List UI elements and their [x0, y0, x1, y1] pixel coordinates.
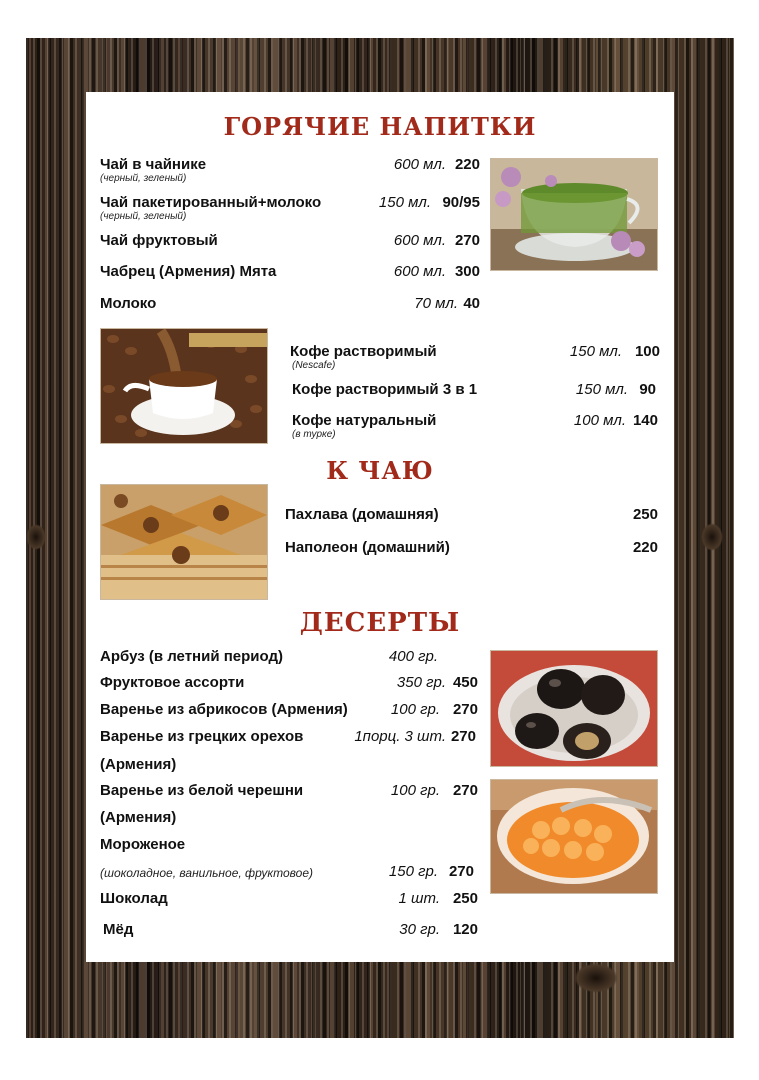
- item-price: 140: [632, 412, 658, 429]
- item-volume: 30 гр.: [399, 921, 440, 938]
- item-volume: 600 мл.: [393, 156, 446, 173]
- item-price: 270: [452, 701, 478, 718]
- item-name: Кофе натуральный: [292, 412, 437, 429]
- item-volume: 1порц. 3 шт.: [354, 728, 446, 745]
- item-name: Чай пакетированный+молоко: [100, 194, 322, 211]
- cherry-jam-photo: [490, 779, 658, 894]
- section-title-to-tea: К ЧАЮ: [326, 456, 434, 485]
- item-price: 300: [454, 263, 480, 280]
- item-note: (черный, зеленый): [100, 173, 187, 184]
- item-name-continued: (Армения): [100, 809, 177, 826]
- item-name: Кофе растворимый: [290, 343, 437, 360]
- item-price: 220: [454, 156, 480, 173]
- item-name: Мороженое: [100, 836, 186, 853]
- item-note: (Nescafe): [292, 360, 336, 371]
- item-volume: 100 мл.: [573, 412, 626, 429]
- item-price: 270: [448, 863, 474, 880]
- item-name: Пахлава (домашняя): [285, 506, 439, 523]
- item-note: (в турке): [292, 429, 336, 440]
- item-volume: 100 гр.: [390, 701, 440, 718]
- item-name: Варенье из грецких орехов: [100, 728, 304, 745]
- wood-knot: [26, 524, 46, 550]
- item-volume: 70 мл.: [414, 295, 458, 312]
- wood-knot: [701, 523, 723, 551]
- item-note: (шоколадное, ванильное, фруктовое): [100, 866, 314, 880]
- item-volume: 600 мл.: [393, 263, 446, 280]
- baklava-photo: [100, 484, 268, 600]
- coffee-photo: [100, 328, 268, 444]
- item-price: 220: [632, 539, 658, 556]
- item-price: 40: [463, 295, 480, 312]
- item-name: Чай фруктовый: [100, 232, 218, 249]
- item-name: Молоко: [100, 295, 157, 312]
- item-price: 100: [634, 343, 660, 360]
- section-title-hot-drinks: ГОРЯЧИЕ НАПИТКИ: [223, 112, 537, 141]
- item-name: Шоколад: [100, 890, 168, 907]
- herbal-tea-photo: [490, 158, 658, 271]
- item-volume: 150 мл.: [378, 194, 431, 211]
- item-name: Фруктовое ассорти: [100, 674, 245, 691]
- item-name: Арбуз (в летний период): [100, 648, 283, 665]
- item-price: 250: [452, 890, 478, 907]
- item-name: Наполеон (домашний): [285, 539, 450, 556]
- item-name: Варенье из абрикосов (Армения): [100, 701, 348, 718]
- item-price: 250: [632, 506, 658, 523]
- item-volume: 150 гр.: [388, 863, 438, 880]
- item-name: Чабрец (Армения) Мята: [100, 263, 277, 280]
- item-volume: 400 гр.: [388, 648, 438, 665]
- section-title-desserts: ДЕСЕРТЫ: [299, 608, 461, 638]
- item-volume: 150 мл.: [575, 381, 628, 398]
- item-price: 90/95: [442, 194, 480, 211]
- item-volume: 600 мл.: [393, 232, 446, 249]
- item-volume: 100 гр.: [390, 782, 440, 799]
- item-price: 450: [452, 674, 478, 691]
- item-name: Мёд: [103, 921, 134, 938]
- walnut-jam-photo: [490, 650, 658, 767]
- item-name: Кофе растворимый 3 в 1: [292, 381, 478, 398]
- item-note: (черный, зеленый): [100, 211, 187, 222]
- item-price: 270: [450, 728, 476, 745]
- item-name-continued: (Армения): [100, 756, 177, 773]
- menu-page: [86, 92, 674, 962]
- item-name: Варенье из белой черешни: [100, 782, 304, 799]
- item-volume: 350 гр.: [396, 674, 446, 691]
- item-volume: 150 мл.: [569, 343, 622, 360]
- item-price: 270: [452, 782, 478, 799]
- item-name: Чай в чайнике: [100, 156, 207, 173]
- wood-knot: [574, 963, 618, 993]
- item-price: 90: [639, 381, 656, 398]
- item-volume: 1 шт.: [398, 890, 440, 907]
- item-price: 120: [452, 921, 478, 938]
- item-price: 270: [454, 232, 480, 249]
